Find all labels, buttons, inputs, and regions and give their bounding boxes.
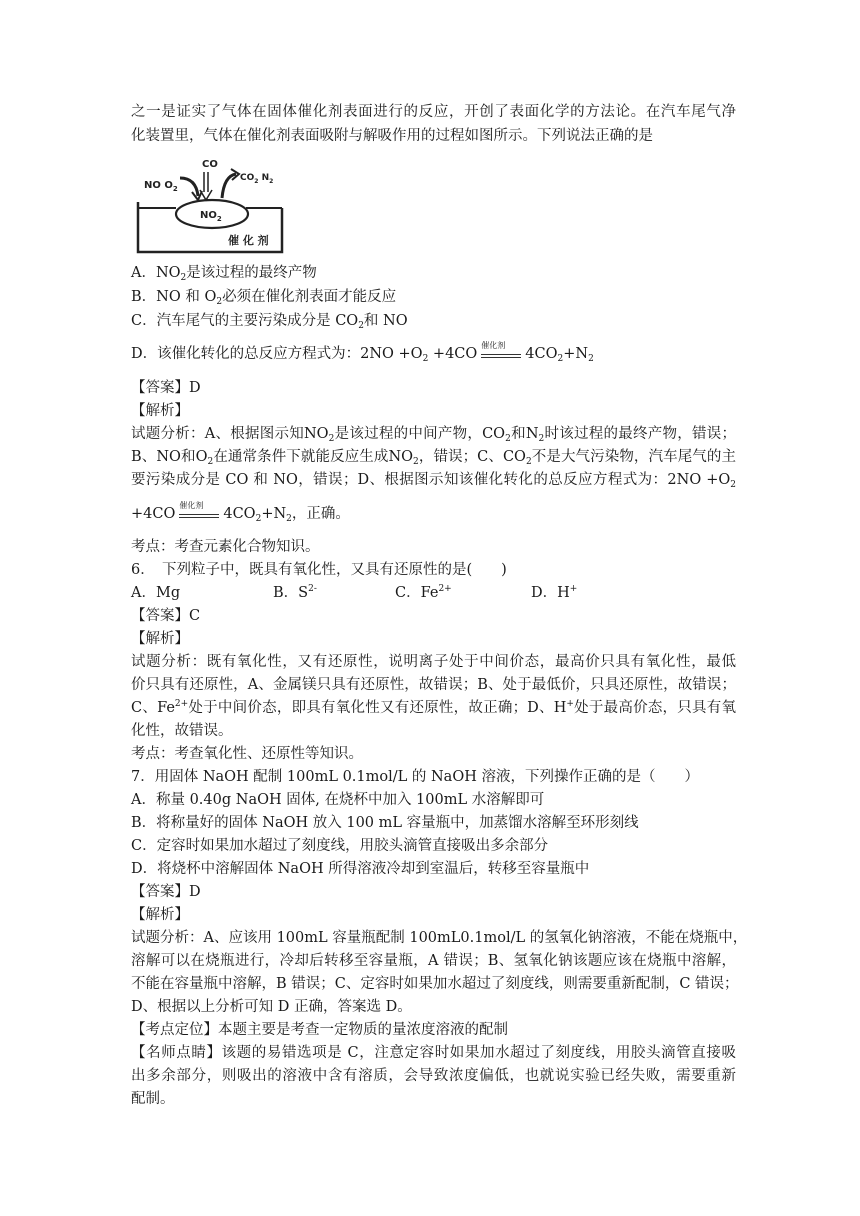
q7-option-b: B．将称量好的固体 NaOH 放入 100 mL 容量瓶中，加蒸馏水溶解至环形刻线 <box>131 815 639 831</box>
q6-analysis-line-1: 试题分析：既有氧化性，又有还原性，说明离子处于中间价态，最高价只具有氧化性，最低 <box>131 654 736 670</box>
label-co2-n2: $CO_2$ $N_2$ <box>240 173 274 185</box>
q7-analysis-line-2: 溶解可以在烧瓶进行，冷却后转移至容量瓶，A 错误；B、氢氧化钠该题应该在烧瓶中溶解， <box>131 953 736 969</box>
q6-analysis-label: 【解析】 <box>131 631 189 647</box>
q7-kaodian: 【考点定位】本题主要是考查一定物质的量浓度溶液的配制 <box>131 1022 508 1038</box>
q5-analysis-line-4 <box>131 503 736 525</box>
equation-arrow-2 <box>179 501 219 523</box>
q7-option-d: D．将烧杯中溶解固体 NaOH 所得溶液冷却到室温后，转移至容量瓶中 <box>131 861 590 877</box>
label-co: CO <box>202 159 218 170</box>
q5-analysis-line-2: B、NO和$O_2$在通常条件下就能反应生成$NO_2$，错误；C、$CO_2$不是大气污染物，汽车尾气的主 <box>131 449 737 467</box>
co-down-arrow <box>200 172 212 200</box>
q5-stem-line-2: 化装置里，气体在催化剂表面吸附与解吸作用的过程如图所示。下列说法正确的是 <box>131 128 653 144</box>
q5-option-a: A．$NO_2$是该过程的最终产物 <box>131 265 317 283</box>
q6-answer: 【答案】C <box>131 608 201 624</box>
q5-analysis-line-3: 要污染成分是 CO 和 NO，错误；D、根据图示知该催化转化的总反应方程式为：$2NO +O_2$ <box>131 472 736 490</box>
q7-option-a: A．称量 0.40g NaOH 固体, 在烧杯中加入 100mL 水溶解即可 <box>131 792 545 808</box>
q7-analysis-line-3: 不能在容量瓶中溶解，B 错误；C、定容时如果加水超过了刻度线，则需要重新配制，C 错误； <box>131 976 739 992</box>
q6-option-a: A．Mg <box>131 585 181 601</box>
q6-kaodian: 考点：考查氧化性、还原性等知识。 <box>131 746 363 762</box>
q6-analysis-line-3: C、$Fe^{2+}$处于中间价态，即具有氧化性又有还原性，故正确；D、H+处于最高价态，只具有氧 <box>131 699 736 716</box>
q6-option-b: B．$S^{2-}$ <box>273 584 317 601</box>
q7-mingshi-line-3: 配制。 <box>131 1091 175 1107</box>
q5-analysis-line-1: 试题分析：A、根据图示知$NO_2$是该过程的中间产物，$CO_2$和$N_2$时该过程的最终产物，错误； <box>131 426 737 444</box>
equation-condition: 催化剂 <box>481 341 506 350</box>
q7-mingshi-line-1: 【名师点睛】该题的易错选项是 C，注意定容时如果加水超过了刻度线，用胶头滴管直接吸 <box>131 1045 736 1061</box>
label-no-o2: NO $O_2$ <box>144 180 178 193</box>
q7-analysis-line-1: 试题分析：A、应该用 100mL 容量瓶配制 100mL0.1mol/L 的氢氧化钠溶液，不能在烧瓶中， <box>131 930 748 946</box>
q5-kaodian: 考点：考查元素化合物知识。 <box>131 539 320 555</box>
q5-analysis-label: 【解析】 <box>131 403 189 419</box>
label-no2: $NO_2$ <box>200 210 222 223</box>
q5-option-d-suffix: $4CO_2+N_2$ <box>525 346 594 364</box>
catalyst-adsorption-figure <box>136 152 286 256</box>
q6-analysis-line-4: 化性，故错误。 <box>131 723 233 739</box>
q5-stem-line-1: 之一是证实了气体在固体催化剂表面进行的反应，开创了表面化学的方法论。在汽车尾气净 <box>131 104 736 120</box>
q5-analysis-4-suffix: $4CO_2+N_2$，正确。 <box>223 506 350 524</box>
q6-options <box>131 582 736 604</box>
label-catalyst: 催 化 剂 <box>228 234 269 247</box>
q7-analysis-label: 【解析】 <box>131 907 189 923</box>
q5-option-b: B．NO 和 $O_2$必须在催化剂表面才能反应 <box>131 289 397 307</box>
q6-option-c: C．$Fe^{2+}$ <box>395 584 452 601</box>
q7-answer: 【答案】D <box>131 884 201 900</box>
q6-stem: 6． 下列粒子中，既具有氧化性，又具有还原性的是( ) <box>131 562 507 578</box>
q7-stem: 7．用固体 NaOH 配制 100mL 0.1mol/L 的 NaOH 溶液，下列操作正确的是（ ） <box>131 769 699 785</box>
q7-option-c: C．定容时如果加水超过了刻度线，用胶头滴管直接吸出多余部分 <box>131 838 549 854</box>
catalyst-diagram <box>136 152 286 256</box>
no-o2-inflow-arrow <box>180 178 198 196</box>
q7-analysis-line-4: D、根据以上分析可知 D 正确，答案选 D。 <box>131 999 412 1015</box>
q5-option-d <box>131 343 736 365</box>
q7-mingshi-line-2: 出多余部分，则吸出的溶液中含有溶质，会导致浓度偏低，也就说实验已经失败，需要重新 <box>131 1068 736 1084</box>
equation-condition-2: 催化剂 <box>179 501 204 510</box>
q6-option-d: D．H+ <box>531 584 578 601</box>
equation-arrow <box>481 341 521 363</box>
q6-analysis-line-2: 价只具有还原性，A、金属镁只具有还原性，故错误；B、处于最低价，只具还原性，故错误； <box>131 677 736 693</box>
q5-option-c: C．汽车尾气的主要污染成分是 $CO_2$和 NO <box>131 313 408 331</box>
q5-answer: 【答案】D <box>131 380 201 396</box>
q5-option-d-prefix: D．该催化转化的总反应方程式为：$2NO +O_2 +4CO$ <box>131 346 478 364</box>
q5-analysis-4-prefix: +4CO <box>131 506 176 522</box>
